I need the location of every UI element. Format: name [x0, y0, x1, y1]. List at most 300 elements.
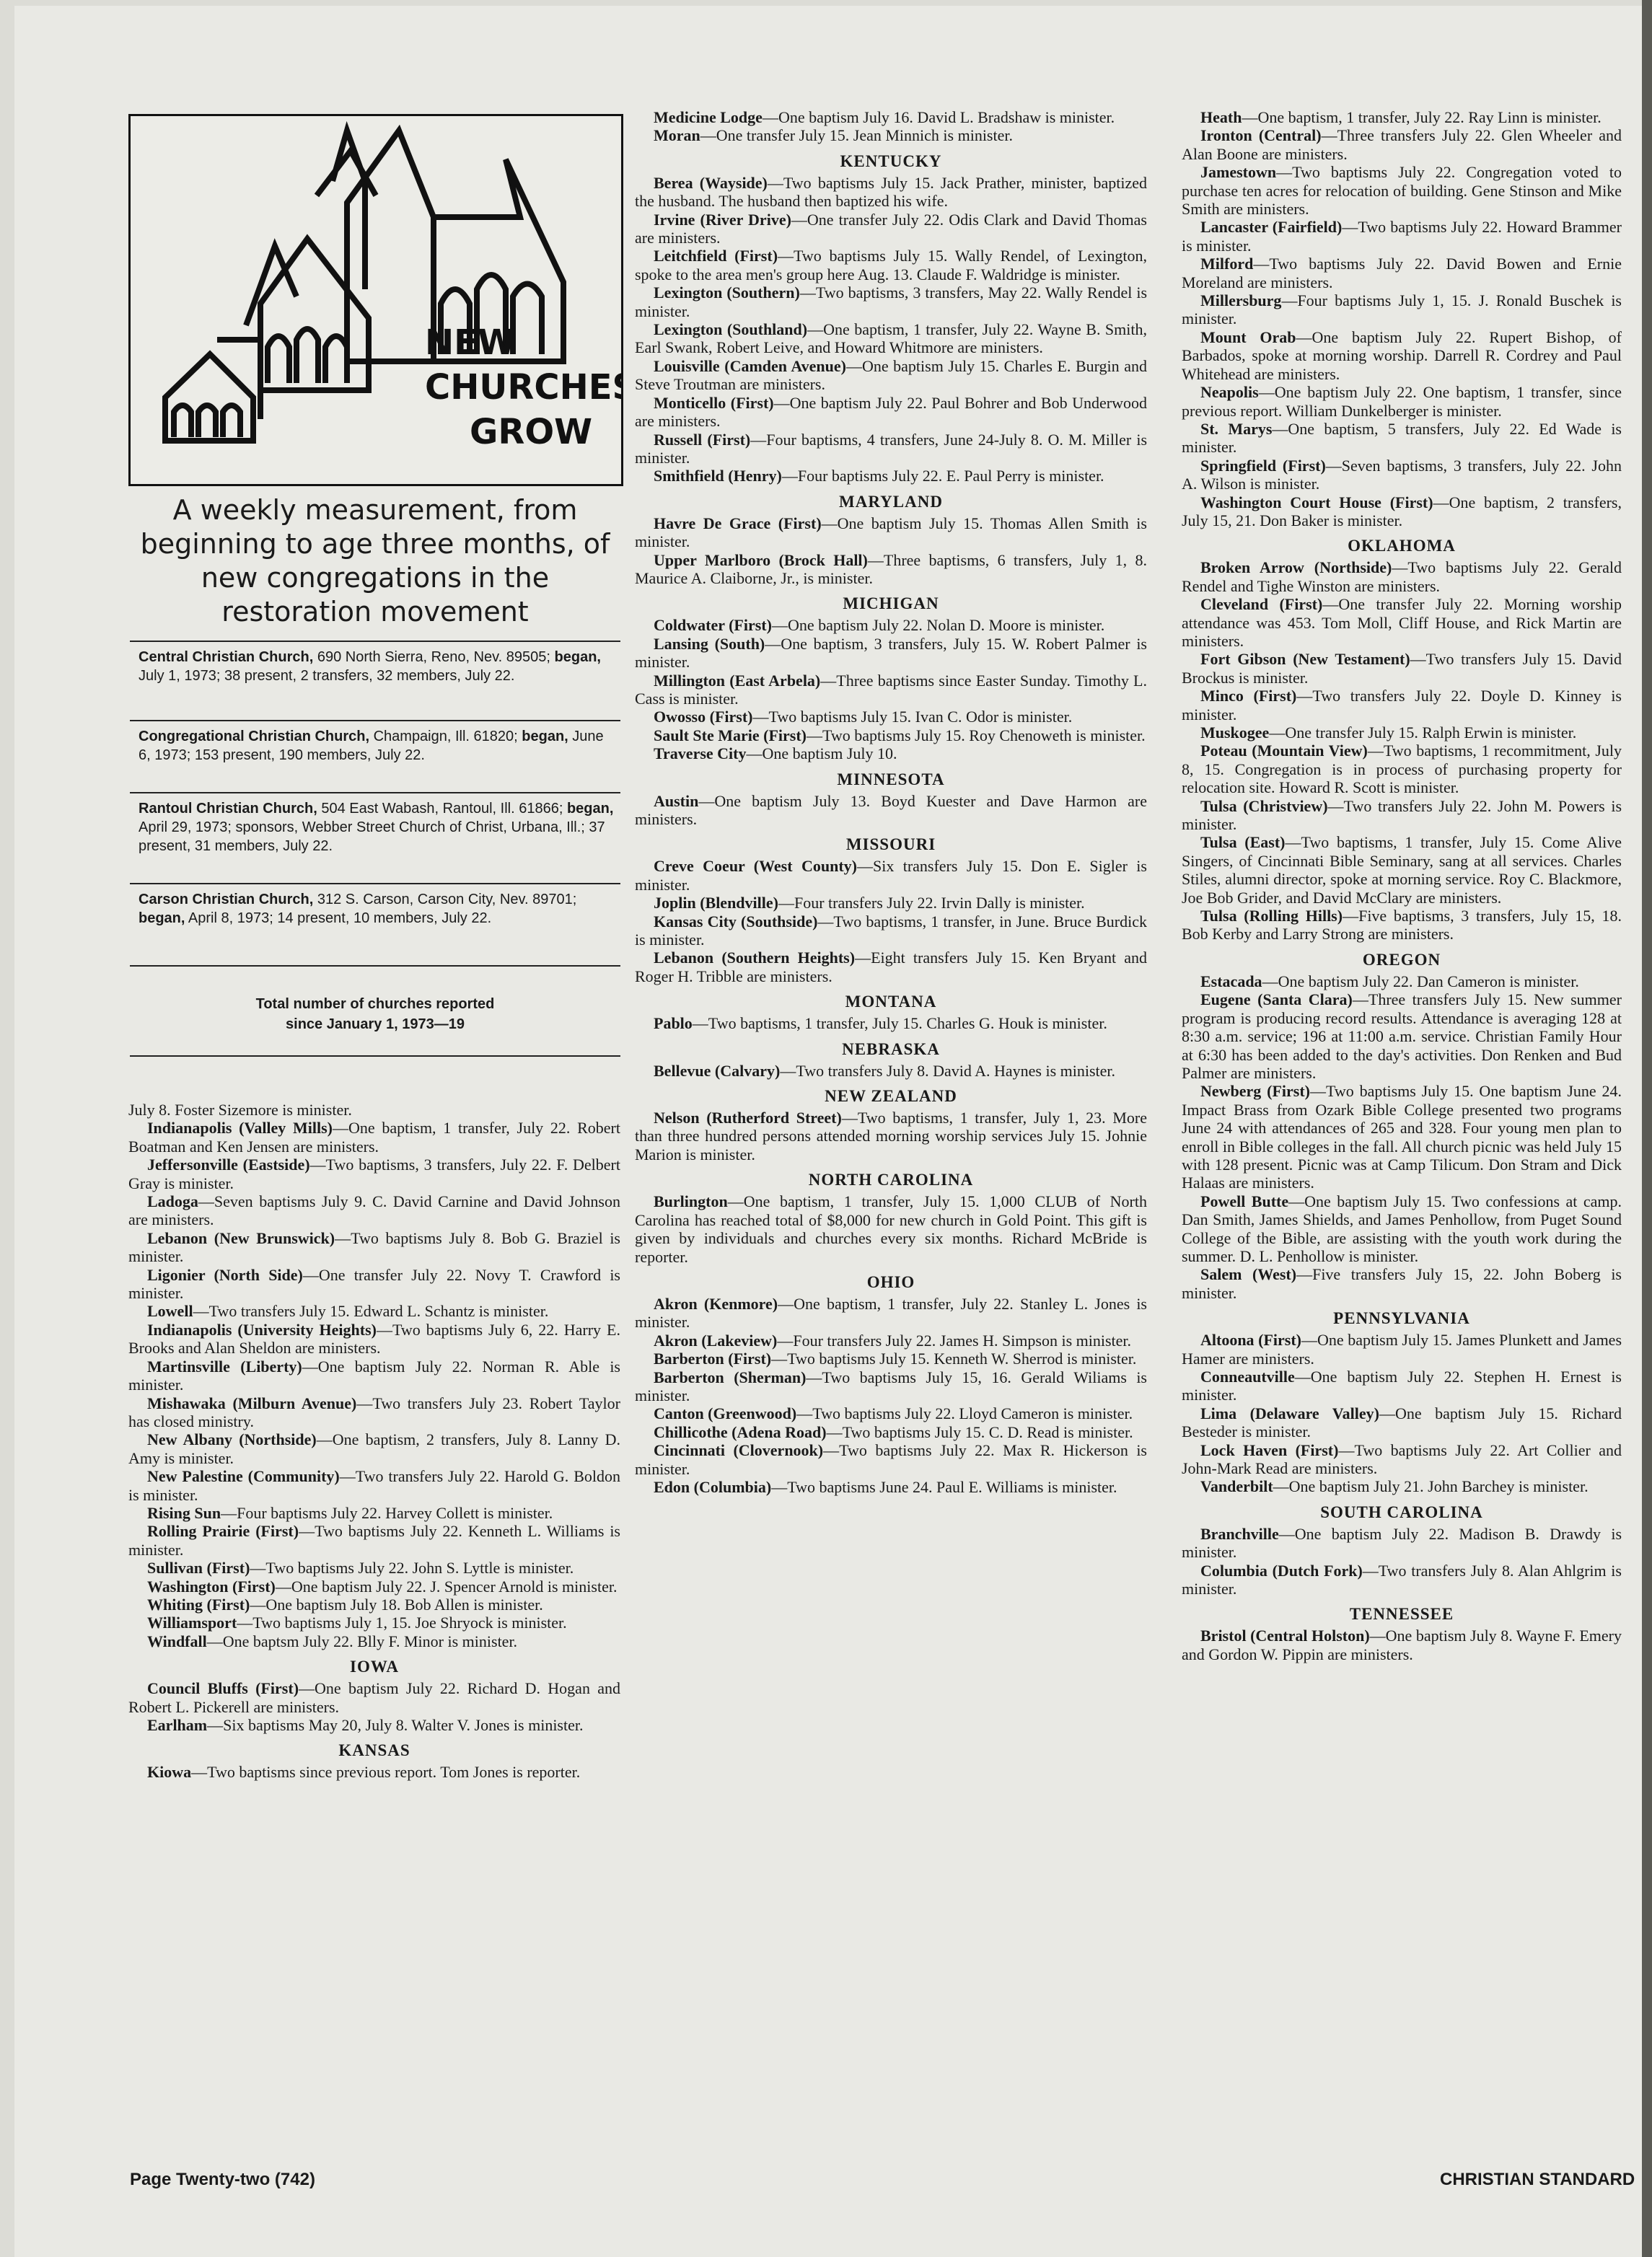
church-report-text: —Two baptisms July 15. Roy Chenoweth is minister.	[807, 726, 1146, 744]
church-name: Rantoul Christian Church,	[139, 801, 317, 817]
church-report	[128, 1119, 620, 1156]
state-heading: NEBRASKA	[842, 1039, 940, 1058]
church-report	[1182, 1525, 1622, 1562]
church-report-text: —One transfer July 22. Morning worship attendance was 453. Tom Moll, Cliff House, and Rick Martin are ministers.	[1182, 595, 1622, 650]
church-report-heading: Barberton (First)	[654, 1350, 772, 1368]
church-report-text: —Two baptisms, 3 transfers, May 22. Wally Rendel is minister.	[635, 283, 1148, 320]
church-report-text: —One baptism, 2 transfers, July 8. Lanny D. Amy is minister.	[128, 1430, 620, 1467]
church-report-text: —Two baptisms, 3 transfers, July 22. F. Delbert Gray is minister.	[128, 1156, 620, 1192]
church-report-heading: Springfield (First)	[1200, 456, 1326, 475]
church-report	[635, 431, 1147, 467]
church-report	[635, 467, 1147, 485]
state-heading: MARYLAND	[839, 492, 943, 511]
church-report-heading: Fort Gibson (New Testament)	[1200, 650, 1410, 669]
total-churches-box	[130, 994, 620, 1034]
page-number: Page Twenty-two (742)	[130, 2170, 315, 2189]
church-report	[1182, 1627, 1622, 1663]
church-report-heading: New Palestine (Community)	[147, 1467, 340, 1486]
church-report	[1182, 1404, 1622, 1441]
church-report	[128, 1632, 620, 1650]
church-report-text: —One baptism July 22. Richard D. Hogan and Robert L. Pickerell are ministers.	[128, 1679, 620, 1716]
church-report	[128, 1430, 620, 1467]
church-report-text: —Two baptisms July 22. Max R. Hickerson is minister.	[635, 1441, 1147, 1478]
began-label: began,	[554, 649, 601, 665]
church-report-heading: Jeffersonville (Eastside)	[147, 1156, 310, 1174]
church-report-heading: Lima (Delaware Valley)	[1200, 1404, 1379, 1422]
church-report-text: —One baptism, 1 transfer, July 22. Ray Linn is minister.	[1242, 108, 1602, 126]
church-report	[635, 1441, 1147, 1478]
church-report-heading: Tulsa (East)	[1200, 833, 1286, 852]
church-report-text: —One baptism July 22. Paul Bohrer and Bob Underwood are ministers.	[635, 393, 1147, 431]
church-report-text: —One baptism July 22. J. Spencer Arnold is minister.	[275, 1577, 618, 1596]
church-report-heading: Kansas City (Southside)	[654, 912, 818, 930]
church-report-text: —Two baptisms July 22. Kenneth L. Williams is minister.	[128, 1522, 620, 1559]
church-report-heading: Newberg (First)	[1200, 1082, 1310, 1101]
church-report-heading: Estacada	[1200, 972, 1262, 990]
column-2	[635, 108, 1147, 1496]
church-report	[128, 1266, 620, 1303]
logo-word-grow: GROW	[470, 412, 593, 452]
column-1	[128, 1101, 620, 1782]
church-report	[128, 1321, 620, 1358]
church-report-text: —Two baptisms July 15. Wally Rendel, of Lexington, spoke to the area men's group here Aug. 13. Claude F. Waldridge is minister.	[635, 247, 1147, 283]
divider	[130, 641, 620, 642]
church-report-text: —Two baptisms July 22. Howard Brammer is minister.	[1182, 218, 1622, 255]
church-report-heading: Cleveland (First)	[1200, 595, 1323, 614]
church-report-heading: Medicine Lodge	[654, 108, 763, 126]
church-report-text: —Two transfers July 22. Doyle D. Kinney is minister.	[1182, 687, 1622, 723]
church-report-heading: Millington (East Arbela)	[654, 671, 821, 690]
church-report	[1182, 1082, 1622, 1192]
church-report-text: —One baptism July 15. Charles E. Burgin and Steve Troutman are ministers.	[635, 356, 1147, 394]
church-report	[128, 1358, 620, 1394]
church-report-text: —One baptism July 22. Rupert Bishop, of Barbados, spoke at morning worship. Darrell R. Cordrey and Paul Whitehead are ministers.	[1182, 327, 1622, 383]
state-heading: KANSAS	[338, 1741, 410, 1760]
church-report-heading: Broken Arrow (Northside)	[1200, 558, 1392, 577]
church-report	[1182, 1477, 1622, 1495]
state-heading: MONTANA	[845, 993, 937, 1011]
church-report	[635, 1350, 1147, 1368]
church-report-heading: Lowell	[147, 1302, 193, 1321]
church-report	[1182, 291, 1622, 328]
church-report-heading: Eugene (Santa Clara)	[1200, 990, 1353, 1009]
church-report	[1182, 650, 1622, 687]
church-report-text: —Four transfers July 22. James H. Simpson is minister.	[777, 1331, 1132, 1350]
total-line-2: since January 1, 1973—19	[286, 1016, 465, 1032]
church-name: Central Christian Church,	[139, 649, 314, 665]
church-report-text: —One baptism July 22. Madison B. Drawdy is minister.	[1182, 1524, 1622, 1562]
church-report	[1182, 990, 1622, 1082]
church-report-text: —Four baptisms July 22. E. Paul Perry is minister.	[781, 467, 1104, 485]
church-report	[128, 1763, 620, 1781]
state-heading: MINNESOTA	[837, 770, 945, 788]
church-report	[1182, 687, 1622, 723]
state-heading: MISSOURI	[845, 835, 936, 854]
church-report-text: —Two transfers July 15. David Brockus is minister.	[1182, 650, 1622, 687]
church-report-text: —Two transfers July 8. Alan Ahlgrim is minister.	[1182, 1561, 1622, 1598]
church-report-text: —One baptism, 2 transfers, July 15, 21. Don Baker is minister.	[1182, 493, 1622, 529]
state-heading: MICHIGAN	[843, 594, 939, 613]
church-report-text: —Eight transfers July 15. Ken Bryant and Roger H. Tribble are ministers.	[635, 949, 1147, 985]
church-report-heading: Akron (Kenmore)	[654, 1294, 778, 1313]
church-report-text: —Six baptisms May 20, July 8. Walter V. Jones is minister.	[207, 1716, 584, 1734]
church-report-text: —Two baptisms June 24. Paul E. Williams is minister.	[771, 1477, 1117, 1496]
church-report-text: —Seven baptisms, 3 transfers, July 22. John A. Wilson is minister.	[1182, 456, 1622, 493]
church-report-heading: Tulsa (Christview)	[1200, 796, 1328, 815]
church-report-heading: Monticello (First)	[654, 393, 774, 412]
divider	[130, 965, 620, 967]
church-report-text: —One baptism, 1 transfer, July 15. 1,000 CLUB of North Carolina has reached total of $8,000 for new church in Gold Point. This gift is given by individuals and churches every six months. Richard McBride is reporter.	[635, 1192, 1147, 1266]
church-report-heading: Council Bluffs (First)	[147, 1679, 299, 1698]
church-report-heading: Ligonier (North Side)	[147, 1265, 303, 1284]
church-report-heading: Rising Sun	[147, 1503, 221, 1522]
state-heading: PENNSYLVANIA	[1333, 1309, 1470, 1328]
church-report	[128, 1578, 620, 1596]
logo-word-new: NEW	[425, 322, 516, 363]
church-report-text: —Five baptisms, 3 transfers, July 15, 18. Bob Kerby and Larry Strong are ministers.	[1182, 907, 1622, 943]
church-report-text: —Two transfers July 15. Edward L. Schantz is minister.	[193, 1302, 549, 1321]
church-report	[1182, 255, 1622, 291]
church-report-heading: Burlington	[654, 1192, 728, 1211]
church-report-heading: Moran	[654, 126, 700, 145]
church-report-heading: Bellevue (Calvary)	[654, 1061, 781, 1080]
church-report-heading: Leitchfield (First)	[654, 247, 778, 265]
state-heading: OREGON	[1362, 950, 1441, 969]
church-report-text: —One baptism July 16. David L. Bradshaw is minister.	[762, 108, 1115, 126]
church-report	[635, 247, 1147, 283]
church-report	[635, 320, 1147, 357]
church-report-text: —Two transfers July 22. John M. Powers is minister.	[1182, 796, 1622, 834]
church-report-heading: Windfall	[147, 1632, 207, 1650]
church-report	[128, 1679, 620, 1716]
church-report-text: —Seven baptisms July 9. C. David Carnine and David Johnson are ministers.	[128, 1192, 620, 1229]
church-report	[635, 857, 1147, 894]
church-report-text: —Three transfers July 22. Glen Wheeler and Alan Boone are ministers.	[1182, 126, 1622, 163]
church-report-text: —Two baptisms July 15. Kenneth W. Sherrod is minister.	[771, 1350, 1137, 1368]
church-report-text: —Six transfers July 15. Don E. Sigler is minister.	[635, 857, 1147, 894]
church-report-text: —Two transfers July 22. Harold G. Boldon is minister.	[128, 1467, 620, 1504]
church-report-text: —One baptism, 5 transfers, July 22. Ed Wade is minister.	[1182, 419, 1622, 457]
church-report	[635, 174, 1147, 211]
church-report-text: —Two baptisms July 15, 16. Gerald Wiliams is minister.	[635, 1368, 1147, 1404]
church-report	[635, 949, 1147, 985]
church-report-heading: Lebanon (New Brunswick)	[147, 1228, 335, 1247]
began-label: began,	[139, 910, 185, 926]
church-report-text: —Two baptisms July 22. Art Collier and John-Mark Read are ministers.	[1182, 1440, 1622, 1478]
church-report	[635, 1014, 1147, 1032]
church-report-heading: Smithfield (Henry)	[654, 467, 782, 485]
church-report-text: —Three transfers July 15. New summer program is producing record results. Attendance is averaging 128 at 8:30 a.m. service; 196 at 11:00 a.m. service. Christian Family Hour at 6:30 has been added to the day's activities. Don Renken and Bud Palmer are ministers.	[1182, 990, 1622, 1082]
new-church-entry	[139, 890, 615, 928]
church-report	[635, 283, 1147, 320]
church-buildings-illustration	[131, 116, 621, 484]
church-report	[635, 792, 1147, 829]
church-report	[635, 126, 1147, 144]
church-report-text: —Two transfers July 23. Robert Taylor has closed ministry.	[128, 1394, 620, 1430]
church-report	[128, 1522, 620, 1559]
church-report-heading: Ladoga	[147, 1192, 198, 1211]
church-report	[635, 1062, 1147, 1080]
church-report	[1182, 907, 1622, 943]
church-report-heading: Akron (Lakeview)	[654, 1331, 778, 1350]
logo-word-churches: CHURCHES	[425, 367, 621, 408]
church-report	[635, 635, 1147, 672]
church-report-text: —One baptism July 15. James Plunkett and James Hamer are ministers.	[1182, 1331, 1622, 1368]
church-report-heading: Whiting (First)	[147, 1595, 250, 1614]
church-report	[128, 1596, 620, 1614]
church-report-text: —One baptism, 1 transfer, July 22. Wayne B. Smith, Earl Swank, Robert Leive, and Howard Whitmore are ministers.	[635, 320, 1148, 357]
church-report-text: —Two baptisms, 1 transfer, July 15. Charles G. Houk is minister.	[692, 1014, 1107, 1033]
church-report-text: —One baptism July 15. Richard Besteder is minister.	[1182, 1404, 1622, 1441]
church-report-heading: Minco (First)	[1200, 687, 1297, 705]
church-report-heading: Rolling Prairie (First)	[147, 1522, 299, 1541]
divider	[130, 720, 620, 721]
church-report	[1182, 126, 1622, 163]
church-report-heading: Barberton (Sherman)	[654, 1368, 807, 1386]
church-stats: July 1, 1973; 38 present, 2 transfers, 32 members, July 22.	[139, 668, 515, 684]
church-report-text: —One baptism July 10.	[746, 744, 897, 763]
church-report-heading: Earlham	[147, 1716, 208, 1734]
church-report-text: —Three baptisms since Easter Sunday. Timothy L. Cass is minister.	[635, 671, 1147, 708]
new-churches-grow-logo	[128, 114, 623, 486]
church-report-heading: Altoona (First)	[1200, 1331, 1301, 1350]
church-report	[1182, 972, 1622, 990]
church-report	[635, 1295, 1147, 1332]
church-report-heading: Heath	[1200, 108, 1242, 126]
church-report	[635, 108, 1147, 126]
began-label: began,	[566, 801, 614, 817]
church-report-text: —Two baptisms July 15. Ivan C. Odor is minister.	[752, 708, 1073, 726]
church-report-heading: Lexington (Southland)	[654, 320, 808, 339]
church-report-heading: Cincinnati (Clovernook)	[654, 1441, 824, 1460]
church-report	[1182, 218, 1622, 255]
church-report-text: —Two baptisms July 22. Gerald Rendel and Tighe Winston are ministers.	[1182, 558, 1622, 595]
church-report-text: July 8. Foster Sizemore is minister.	[128, 1101, 352, 1119]
church-report-heading: Milford	[1200, 255, 1254, 273]
church-report	[128, 1302, 620, 1320]
church-report-text: —One baptism July 22. Dan Cameron is minister.	[1262, 972, 1579, 990]
church-report	[1182, 1562, 1622, 1598]
church-report-text: —One baptism July 22. Stephen H. Ernest is minister.	[1182, 1368, 1622, 1404]
church-stats: April 29, 1973; sponsors, Webber Street Church of Christ, Urbana, Ill.; 37 present, 31 members, July 22.	[139, 819, 605, 854]
magazine-page	[14, 6, 1652, 2257]
church-report-text: —One baptism July 15. Thomas Allen Smith is minister.	[635, 514, 1147, 551]
church-report-heading: Tulsa (Rolling Hills)	[1200, 907, 1343, 925]
church-report	[128, 1467, 620, 1504]
church-report	[635, 394, 1147, 431]
church-report-heading: Millersburg	[1200, 291, 1282, 310]
church-report	[1182, 1331, 1622, 1368]
church-report-text: —One baptism, 3 transfers, July 15. W. Robert Palmer is minister.	[635, 634, 1147, 672]
church-report-text: —One transfer July 15. Jean Minnich is minister.	[700, 126, 1013, 145]
church-report-heading: Nelson (Rutherford Street)	[654, 1109, 842, 1127]
church-report-text: —Four baptisms July 22. Harvey Collett is minister.	[221, 1503, 553, 1522]
church-report-text: —One baptism July 8. Wayne F. Emery and Gordon W. Pippin are ministers.	[1182, 1627, 1622, 1663]
church-report	[635, 1404, 1147, 1422]
church-report-heading: Sault Ste Marie (First)	[654, 726, 807, 744]
church-report	[128, 1394, 620, 1431]
state-heading: KENTUCKY	[840, 151, 942, 170]
church-report	[635, 744, 1147, 762]
church-report-text: —One baptism July 21. John Barchey is minister.	[1273, 1477, 1589, 1496]
church-report-text: —One transfer July 22. Novy T. Crawford is minister.	[128, 1265, 620, 1303]
church-report-heading: St. Marys	[1200, 419, 1273, 438]
church-report-heading: Irvine (River Drive)	[654, 210, 791, 229]
church-report-heading: Ironton (Central)	[1200, 126, 1322, 145]
church-report-text: —Four baptisms, 4 transfers, June 24-July 8. O. M. Miller is minister.	[635, 430, 1148, 467]
total-line-1: Total number of churches reported	[255, 996, 495, 1012]
church-report-heading: Lock Haven (First)	[1200, 1440, 1339, 1459]
church-report-text: —Two baptisms July 22. Lloyd Cameron is minister.	[796, 1404, 1133, 1423]
church-report-text: —One baptism July 13. Boyd Kuester and Dave Harmon are ministers.	[635, 791, 1147, 828]
church-stats: June 6, 1973; 153 present, 190 members, July 22.	[139, 729, 604, 763]
church-report-text: —Two baptisms July 1, 15. Joe Shryock is minister.	[237, 1614, 567, 1632]
church-report	[1182, 1192, 1622, 1266]
church-address: 690 North Sierra, Reno, Nev. 89505;	[313, 649, 555, 665]
church-report-text: —One baptism July 22. Norman R. Able is minister.	[128, 1357, 620, 1394]
church-report-text: —Two baptisms July 22. Congregation voted to purchase ten acres for relocation of building. Gene Stinson and Mike Smith are ministers.	[1182, 163, 1622, 219]
church-report-heading: Mishawaka (Milburn Avenue)	[147, 1394, 357, 1412]
church-report-heading: Lexington (Southern)	[654, 283, 800, 302]
church-report	[1182, 595, 1622, 650]
church-report	[635, 1109, 1147, 1163]
new-church-entry	[139, 799, 615, 855]
church-stats: April 8, 1973; 14 present, 10 members, July 22.	[185, 910, 492, 926]
state-heading: SOUTH CAROLINA	[1320, 1503, 1483, 1521]
state-heading: OHIO	[866, 1272, 915, 1291]
church-report-text: —Three baptisms, 6 transfers, July 1, 8. Maurice A. Claiborne, Jr., is minister.	[635, 550, 1148, 587]
church-report	[1182, 797, 1622, 834]
church-report-text: —Two baptisms, 1 transfer, in June. Bruce Burdick is minister.	[635, 912, 1147, 949]
church-report	[635, 514, 1147, 551]
church-report	[635, 894, 1147, 912]
church-report-text: —One transfer July 15. Ralph Erwin is minister.	[1269, 723, 1577, 742]
church-report	[635, 551, 1147, 588]
church-report	[635, 616, 1147, 634]
church-report	[1182, 420, 1622, 457]
church-report	[128, 1101, 620, 1119]
church-report	[128, 1559, 620, 1577]
church-report	[1182, 1368, 1622, 1404]
church-report	[635, 1368, 1147, 1405]
church-report-heading: Indianapolis (Valley Mills)	[147, 1119, 333, 1138]
church-report-heading: Berea (Wayside)	[654, 173, 768, 192]
church-report	[1182, 833, 1622, 907]
church-report	[1182, 1265, 1622, 1302]
new-church-entry	[139, 648, 615, 685]
church-report-text: —Two baptisms July 8. Bob G. Braziel is minister.	[128, 1228, 620, 1266]
church-report	[635, 211, 1147, 247]
church-report-text: —Two baptisms July 15. Jack Prather, minister, baptized the husband. The husband then baptized his wife.	[635, 173, 1147, 211]
church-report-text: —Two baptisms, 1 recommitment, July 8, 15. Congregation is in process of purchasing property for relocation site. Howard R. Scott is minister.	[1182, 742, 1622, 797]
church-report	[1182, 457, 1622, 493]
church-report-text: —Four baptisms July 1, 15. J. Ronald Buschek is minister.	[1182, 291, 1622, 328]
church-report	[1182, 558, 1622, 595]
column-3	[1182, 108, 1622, 1663]
page-edge	[1642, 0, 1652, 2257]
church-report-heading: Joplin (Blendville)	[654, 894, 778, 912]
church-report-heading: Muskogee	[1200, 723, 1270, 742]
church-report	[635, 726, 1147, 744]
section-tagline: A weekly measurement, from beginning to age three months, of new congregations in the restoration movement	[140, 494, 610, 628]
church-report	[635, 708, 1147, 726]
church-report-text: —Five transfers July 15, 22. John Boberg is minister.	[1182, 1265, 1622, 1302]
church-report-heading: Bristol (Central Holston)	[1200, 1627, 1370, 1645]
church-report-heading: Owosso (First)	[654, 708, 753, 726]
church-report-text: —Two baptisms, 1 transfer, July 15. Come Alive Singers, of Cincinnati Bible Seminary, sang at all services. Charles Stiles, alumni director, spoke at morning service. Roy C. Blackmore, Joe Bob Grider, and David McClary are ministers.	[1182, 833, 1622, 907]
church-report-heading: Vanderbilt	[1200, 1477, 1273, 1496]
church-report-text: —Two baptisms since previous report. Tom Jones is reporter.	[191, 1763, 581, 1782]
church-report-heading: Lancaster (Fairfield)	[1200, 218, 1343, 237]
church-address: Champaign, Ill. 61820;	[369, 729, 522, 744]
church-report	[1182, 328, 1622, 383]
new-church-entry	[139, 727, 615, 765]
church-report-heading: Edon (Columbia)	[654, 1477, 772, 1496]
church-report	[128, 1716, 620, 1734]
church-report-text: —Four transfers July 22. Irvin Dally is minister.	[778, 894, 1085, 912]
church-report-text: —Two baptisms July 6, 22. Harry E. Brooks and Alan Sheldon are ministers.	[128, 1320, 620, 1358]
church-report-heading: Traverse City	[654, 744, 747, 763]
publication-name: CHRISTIAN STANDARD	[1440, 2170, 1635, 2189]
church-report	[635, 912, 1147, 949]
church-report-text: —One baptism, 1 transfer, July 22. Stanley L. Jones is minister.	[635, 1294, 1147, 1332]
church-report-text: —One baptism July 18. Bob Allen is minister.	[250, 1595, 543, 1614]
church-report	[1182, 383, 1622, 420]
church-report-heading: Jamestown	[1200, 163, 1277, 182]
church-report-heading: Kiowa	[147, 1763, 192, 1782]
church-report	[128, 1229, 620, 1266]
church-report	[635, 357, 1147, 394]
church-report-text: —One transfer July 22. Odis Clark and David Thomas are ministers.	[635, 210, 1147, 247]
church-report-text: —Two baptisms July 22. David Bowen and Ernie Moreland are ministers.	[1182, 255, 1622, 291]
church-report	[635, 1192, 1147, 1266]
church-report	[128, 1614, 620, 1632]
church-report-heading: Branchville	[1200, 1524, 1279, 1543]
church-report	[635, 1332, 1147, 1350]
church-report-heading: Mount Orab	[1200, 327, 1296, 346]
church-report	[1182, 742, 1622, 796]
church-report-text: —Two baptisms July 15. One baptism June 24. Impact Brass from Ozark Bible College presented two programs June 24 with attendances of 265 and 328. Four young men plan to enroll in Bible colleges in the fall. All church picnic was held July 15 with 128 present. Picnic was at Camp Tilicum. Don Stram and Dick Halaas are ministers.	[1182, 1082, 1622, 1192]
church-report-text: —One baptism July 22. One baptism, 1 transfer, since previous report. William Dunkelberger is minister.	[1182, 383, 1622, 420]
church-report-heading: Upper Marlboro (Brock Hall)	[654, 550, 868, 569]
church-report	[635, 672, 1147, 708]
divider	[130, 883, 620, 884]
church-report-heading: Neapolis	[1200, 383, 1259, 402]
church-report-heading: Columbia (Dutch Fork)	[1200, 1561, 1363, 1580]
church-address: 312 S. Carson, Carson City, Nev. 89701;	[313, 892, 577, 907]
church-report	[128, 1504, 620, 1522]
church-report	[1182, 723, 1622, 742]
church-report-heading: Poteau (Mountain View)	[1200, 742, 1368, 760]
divider	[130, 1055, 620, 1057]
church-name: Congregational Christian Church,	[139, 729, 370, 744]
church-report	[635, 1423, 1147, 1441]
church-report-heading: Creve Coeur (West County)	[654, 857, 857, 876]
divider	[130, 792, 620, 793]
church-report-text: —One baptism, 1 transfer, July 22. Robert Boatman and Ken Jensen are ministers.	[128, 1119, 620, 1156]
church-report-heading: Conneautville	[1200, 1368, 1295, 1386]
state-heading: IOWA	[350, 1658, 399, 1676]
church-report-heading: Russell (First)	[654, 430, 751, 449]
church-report-heading: New Albany (Northside)	[147, 1430, 317, 1449]
church-report	[128, 1192, 620, 1229]
church-report-heading: Washington (First)	[147, 1577, 276, 1596]
church-report-heading: Sullivan (First)	[147, 1559, 250, 1578]
church-report-heading: Chillicothe (Adena Road)	[654, 1422, 827, 1441]
state-heading: NORTH CAROLINA	[808, 1171, 974, 1189]
church-report-text: —One baptism July 22. Nolan D. Moore is minister.	[771, 616, 1105, 635]
church-report-heading: Louisville (Camden Avenue)	[654, 356, 846, 375]
